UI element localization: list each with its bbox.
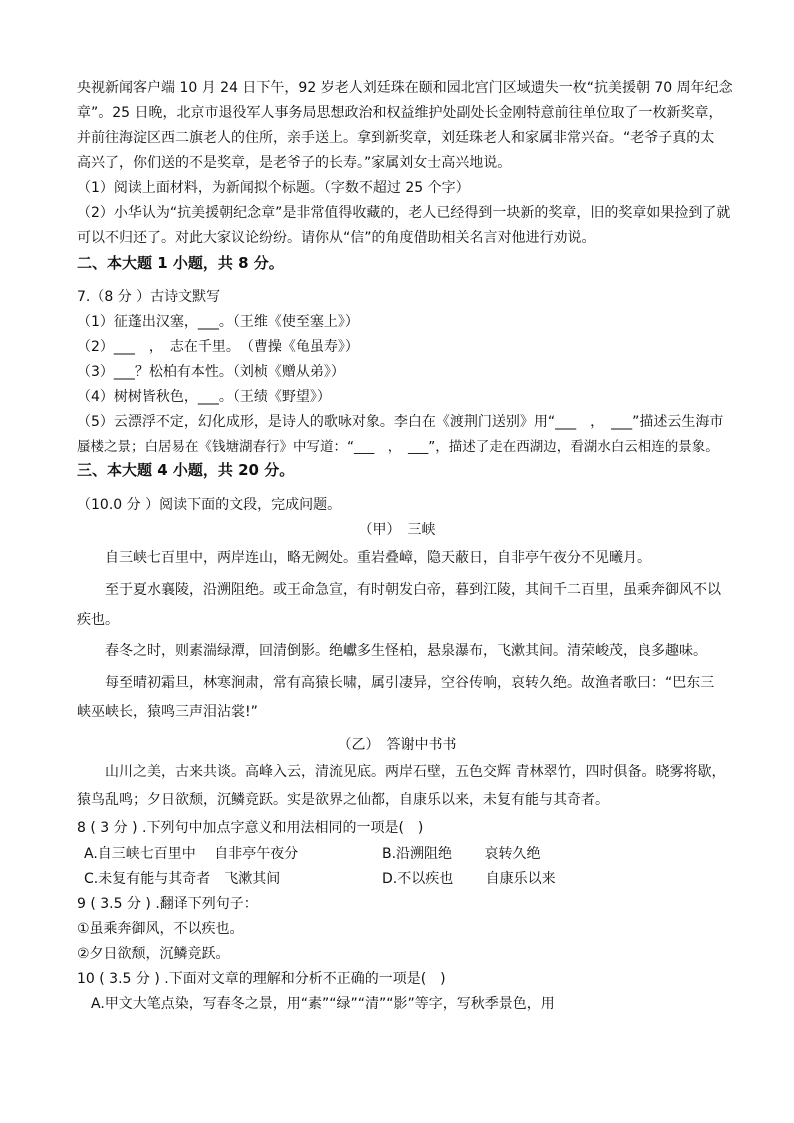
question-8-option-a: A.自三峡七百里中 自非亭午夜分 [84,846,299,862]
question-6-1: （1）阅读上面材料，为新闻拟个标题。（字数不超过 25 个字） [77,180,470,196]
news-text-line-4: 高兴了，你们送的不是奖章，是老爷子的长寿。”家属刘女士高兴地说。 [77,155,512,171]
question-7-3: （3）___？松柏有本性。（刘桢《赠从弟》） [77,364,345,380]
question-8-option-c: C.未复有能与其奇者 飞漱其间 [84,871,281,887]
passage-a-paragraph-4-line-2: 峡巫峡长，猿鸣三声泪沾裳!” [77,704,258,720]
question-8-option-d: D.不以疾也 自康乐以来 [382,871,556,887]
question-8-title: 8 ( 3 分 ) .下列句中加点字意义和用法相同的一项是( ) [77,820,424,836]
section-two-heading: 二、本大题 1 小题，共 8 分。 [77,254,284,272]
question-7-1: （1）征蓬出汉塞，___。（王维《使至塞上》） [77,314,359,330]
passage-a-paragraph-2-line-2: 疾也。 [77,612,119,628]
news-text-line-2: 章”。25 日晚，北京市退役军人事务局思想政治和权益维护处副处长金刚特意前往单位取了一枚新奖章， [77,105,723,121]
passage-a-paragraph-3: 春冬之时，则素湍绿潭，回清倒影。绝巘多生怪柏，悬泉瀑布，飞漱其间。清荣峻茂，良多趣味。 [77,643,707,659]
question-7-title: 7.（8 分 ）古诗文默写 [77,289,221,305]
passage-b-line-1: 山川之美，古来共谈。高峰入云，清流见底。两岸石壁，五色交辉 青林翠竹，四时俱备。晓雾将歇， [77,764,726,780]
section-three-heading: 三、本大题 4 小题，共 20 分。 [77,461,295,479]
news-text-line-1: 央视新闻客户端 10 月 24 日下午，92 岁老人刘廷珠在颐和园北宫门区域遗失一枚“抗美援朝 70 周年纪念 [77,80,733,96]
question-7-4: （4）树树皆秋色，___。（王绩《野望》） [77,389,331,405]
question-7-2: （2）___ ， 志在千里。 （曹操《龟虽寿》） [77,339,359,355]
passage-a-paragraph-2-line-1: 至于夏水襄陵，沿溯阻绝。或王命急宣，有时朝发白帝，暮到江陵，其间千二百里，虽乘奔御风不以 [77,582,721,598]
question-9-sentence-2: ②夕日欲颓，沉鳞竞跃。 [77,946,230,962]
question-7-5-line-2: 蜃楼之景；白居易在《钱塘湖春行》中写道：“___ ， ___”，描述了走在西湖边，看湖水白云相连的景象。 [77,439,719,455]
question-8-option-b: B.沿溯阻绝 哀转久绝 [382,846,541,862]
passage-a-title: （甲） 三峡 [358,522,436,538]
question-6-2-line-1: （2）小华认为“抗美援朝纪念章”是非常值得收藏的，老人已经得到一块新的奖章，旧的奖章如果捡到了就 [77,205,731,221]
question-9-sentence-1: ①虽乘奔御风，不以疾也。 [77,921,244,937]
reading-instructions: （10.0 分 ）阅读下面的文段，完成问题。 [77,497,342,513]
passage-a-paragraph-4-line-1: 每至晴初霜旦，林寒涧肃，常有高猿长啸，属引凄异，空谷传响，哀转久绝。故渔者歌曰：“巴东三 [77,675,715,691]
passage-b-line-2: 猿鸟乱鸣；夕日欲颓，沉鳞竞跃。实是欲界之仙都，自康乐以来，未复有能与其奇者。 [77,792,609,808]
passage-a-paragraph-1: 自三峡七百里中，两岸连山，略无阙处。重岩叠嶂，隐天蔽日，自非亭午夜分不见曦月。 [77,550,651,566]
question-6-2-line-2: 可以不归还了。对此大家议论纷纷。请你从“信”的角度借助相关名言对他进行劝说。 [77,230,596,246]
question-7-5-line-1: （5）云漂浮不定，幻化成形，是诗人的歌咏对象。李白在《渡荆门送别》用“___ ， ___”描述云生海市 [77,414,724,430]
question-9-title: 9 ( 3.5 分 ) .翻译下列句子： [77,896,258,912]
news-text-line-3: 并前往海淀区西二旗老人的住所，亲手送上。拿到新奖章，刘廷珠老人和家属非常兴奋。“老爷子真的太 [77,130,715,146]
passage-b-title: （乙） 答谢中书书 [337,737,457,753]
question-10-option-a: A.甲文大笔点染，写春冬之景，用“素”“绿”“清”“影”等字，写秋季景色，用 [77,996,555,1012]
question-10-title: 10 ( 3.5 分 ) .下面对文章的理解和分析不正确的一项是( ) [77,971,446,987]
